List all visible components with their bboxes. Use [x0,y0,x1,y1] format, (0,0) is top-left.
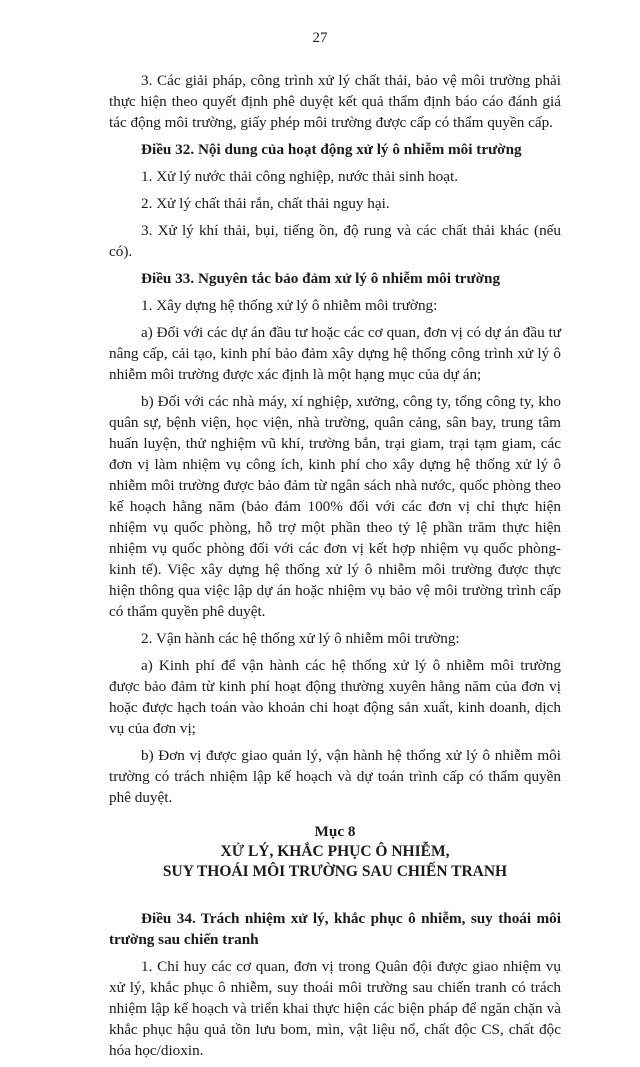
paragraph: 3. Các giải pháp, công trình xử lý chất thải, bảo vệ môi trường phải thực hiện theo quyết định phê duyệt kết quả thẩm định báo cáo đánh giá tác động môi trường, giấy phép môi trường được cấp có thẩm quyền cấp. [109,72,561,131]
paragraph: 3. Xử lý khí thải, bụi, tiếng ồn, độ rung và các chất thải khác (nếu có). [109,222,561,260]
section-label: Mục 8 [314,823,356,840]
paragraph: b) Đối với các nhà máy, xí nghiệp, xưởng, công ty, tổng công ty, kho quân sự, bệnh viện, học viện, nhà trường, quân cảng, sân bay, trung tâm huấn luyện, thử nghiệm vũ khí, trường bắn, trại giam, trại tạm giam, các đơn vị làm nhiệm vụ công ích, kinh phí cho xây dựng hệ thống xử lý ô nhiễm môi trường được bảo đảm từ ngân sách nhà nước, quốc phòng theo kế hoạch hằng năm (bảo đảm 100% đối với các đơn vị chỉ thực hiện nhiệm vụ quốc phòng, hỗ trợ một phần theo tỷ lệ phần trăm thực hiện nhiệm vụ quốc phòng đối với các đơn vị kết hợp nhiệm vụ quốc phòng-kinh tế). Việc xây dựng hệ thống xử lý ô nhiễm môi trường được thực hiện thông qua việc lập dự án hoặc nhiệm vụ bảo vệ môi trường trình cấp có thẩm quyền phê duyệt. [109,393,561,620]
section-heading [109,822,561,882]
page-number: 27 [312,30,328,46]
paragraph: b) Đơn vị được giao quản lý, vận hành hệ thống xử lý ô nhiễm môi trường có trách nhiệm lập kế hoạch và dự toán trình cấp có thẩm quyền phê duyệt. [109,747,561,806]
paragraph: a) Đối với các dự án đầu tư hoặc các cơ quan, đơn vị có dự án đầu tư nâng cấp, cải tạo, kinh phí bảo đảm xây dựng hệ thống công trình xử lý ô nhiễm môi trường được xác định là một hạng mục của dự án; [109,324,561,383]
text-block-after-section [109,908,561,1061]
section-title-line-2: SUY THOÁI MÔI TRƯỜNG SAU CHIẾN TRANH [162,863,508,880]
paragraph: a) Kinh phí để vận hành các hệ thống xử lý ô nhiễm môi trường được bảo đảm từ kinh phí hoạt động thường xuyên hằng năm của đơn vị hoặc được hạch toán vào khoản chi hoạt động sản xuất, kinh doanh, dịch vụ của đơn vị; [109,657,561,737]
article-heading: Điều 33. Nguyên tắc bảo đảm xử lý ô nhiễm môi trường [141,270,501,287]
document-body [109,70,561,1067]
paragraph: 1. Chỉ huy các cơ quan, đơn vị trong Quân đội được giao nhiệm vụ xử lý, khắc phục ô nhiễm, suy thoái môi trường sau chiến tranh có trách nhiệm lập kế hoạch và triển khai thực hiện các biện pháp để ngăn chặn và khắc phục hậu quả tồn lưu bom, mìn, vật liệu nổ, chất độc CS, chất độc hóa học/dioxin. [109,958,561,1059]
article-heading: Điều 34. Trách nhiệm xử lý, khắc phục ô nhiễm, suy thoái môi trường sau chiến tranh [109,910,561,948]
paragraph: 2. Vận hành các hệ thống xử lý ô nhiễm môi trường: [141,630,460,647]
text-block-before-section [109,70,561,808]
section-title-line-1: XỬ LÝ, KHẮC PHỤC Ô NHIỄM, [220,843,450,860]
paragraph: 1. Xây dựng hệ thống xử lý ô nhiễm môi trường: [141,297,438,314]
paragraph: 2. Xử lý chất thải rắn, chất thải nguy hại. [141,195,390,212]
article-heading: Điều 32. Nội dung của hoạt động xử lý ô nhiễm môi trường [141,141,522,158]
paragraph: 1. Xử lý nước thải công nghiệp, nước thải sinh hoạt. [141,168,459,185]
